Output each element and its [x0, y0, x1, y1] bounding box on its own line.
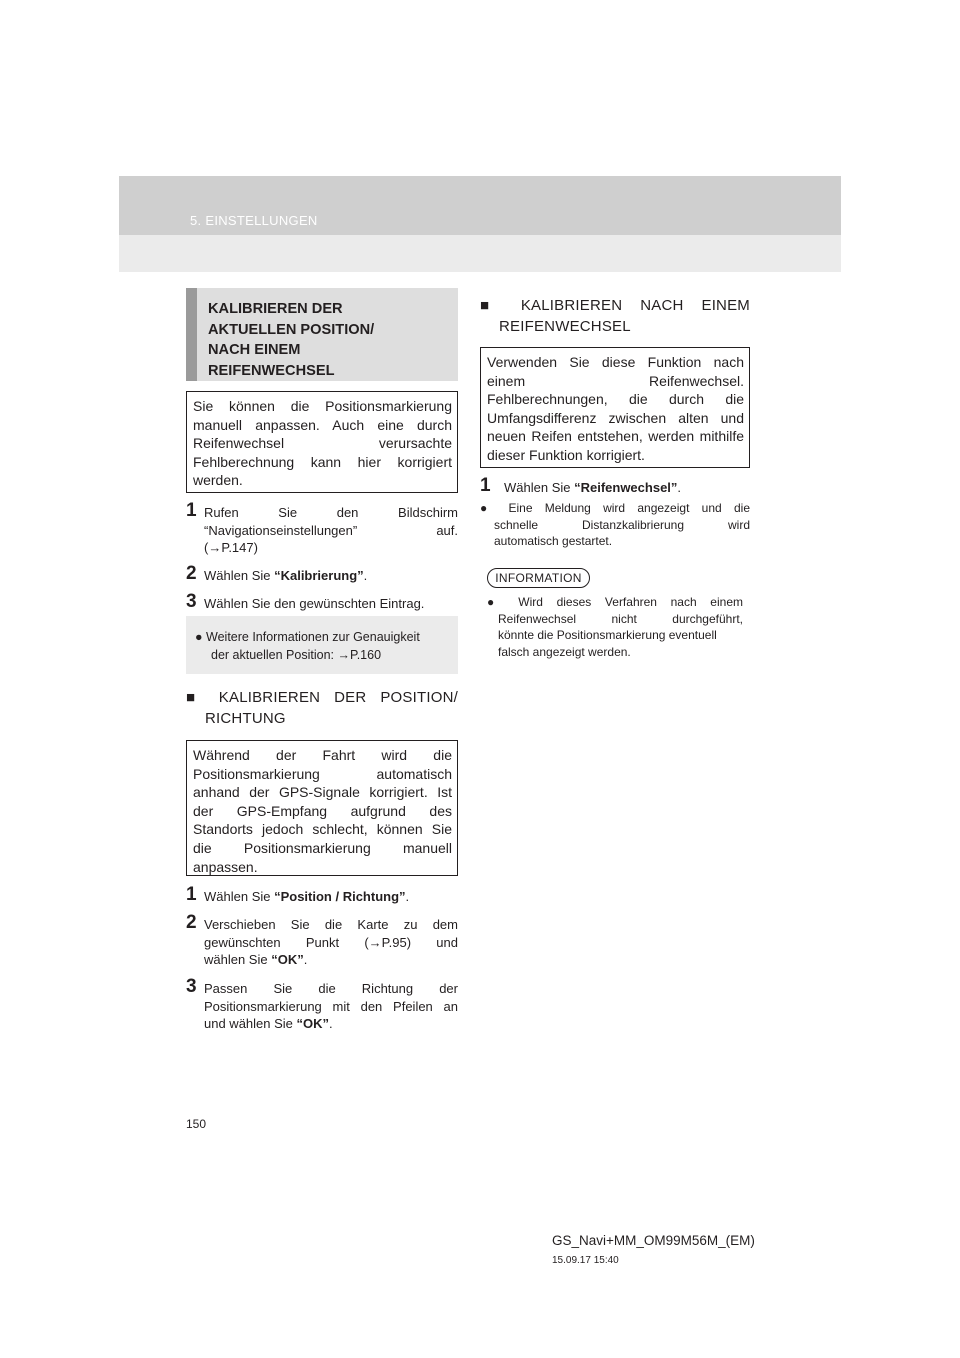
punctuation: .: [303, 952, 308, 967]
punctuation: .: [363, 568, 368, 583]
section-title: 5. EINSTELLUNGEN: [190, 213, 318, 228]
step-number: 2: [186, 563, 197, 584]
drive-line: Positionsmarkierung automatisch: [193, 765, 452, 782]
heading-line: NACH EINEM: [208, 342, 301, 358]
step-text: “Navigationseinstellungen” auf.: [204, 522, 458, 538]
sub-heading-line: RICHTUNG: [205, 709, 286, 727]
bullet-reifenwechsel: [480, 500, 750, 550]
page-number: 150: [186, 1117, 207, 1131]
step-text: Wählen Sie: [504, 480, 575, 495]
section-heading-box: [186, 288, 458, 381]
note-line: ● Weitere Informationen zur Genauigkeit: [195, 630, 420, 644]
information-text: [487, 594, 743, 660]
info-line: Reifenwechsel nicht durchgeführt,: [498, 611, 743, 626]
drive-line: anpassen.: [193, 858, 258, 875]
box-line: Fehlberechnungen, die durch die: [487, 391, 744, 408]
info-line: falsch angezeigt werden.: [498, 644, 631, 659]
step-number: 1: [186, 500, 197, 521]
intro-line: Fehlberechnung kann hier korrigiert: [193, 453, 452, 470]
note-line: der aktuellen Position: →P.160: [211, 647, 382, 662]
intro-line: werden.: [193, 472, 243, 489]
step-text: Wählen Sie: [204, 568, 275, 583]
intro-line: manuell anpassen. Auch eine durch: [193, 416, 452, 433]
step-text: und wählen Sie: [204, 1016, 297, 1031]
step-text: Verschieben Sie die Karte zu dem: [204, 917, 458, 932]
menu-option-reifenwechsel: “Reifenwechsel”: [574, 480, 678, 495]
bullet-line: automatisch gestartet.: [494, 534, 613, 548]
document-timestamp: 15.09.17 15:40: [552, 1255, 619, 1266]
bullet-line: ● Eine Meldung wird angezeigt und die: [480, 501, 750, 515]
menu-option-ok: “OK”: [271, 952, 304, 967]
drive-info-box: [186, 740, 458, 876]
step-text: gewünschten Punkt (→P.95) und: [204, 934, 458, 950]
step-text: Wählen Sie: [204, 889, 275, 904]
box-line: Verwenden Sie diese Funktion nach: [487, 354, 744, 370]
step-number: 1: [480, 475, 491, 496]
punctuation: .: [677, 480, 682, 495]
box-line: dieser Funktion korrigiert.: [487, 446, 645, 463]
note-box: [186, 616, 458, 674]
punctuation: .: [329, 1016, 333, 1031]
step2-1: [186, 884, 458, 906]
sub-heading-line: REIFENWECHSEL: [499, 317, 631, 335]
step-number: 2: [186, 912, 197, 933]
step-text: wählen Sie: [204, 952, 272, 967]
drive-line: anhand der GPS-Signale korrigiert. Ist: [193, 784, 452, 801]
drive-line: der GPS-Empfang aufgrund des: [193, 802, 452, 819]
menu-option-ok: “OK”: [296, 1016, 330, 1031]
box-line: neuen Reifen entstehen, werden mithilfe: [487, 428, 744, 445]
reifenwechsel-info-box: [480, 347, 750, 468]
intro-box: [186, 391, 458, 493]
step-text: Passen Sie die Richtung der: [204, 981, 458, 996]
document-id: GS_Navi+MM_OM99M56M_(EM): [552, 1233, 755, 1248]
punctuation: .: [405, 889, 410, 904]
step2-2: [186, 912, 458, 969]
information-label: INFORMATION: [487, 568, 590, 588]
heading-line: AKTUELLEN POSITION/: [208, 321, 375, 338]
heading-line: KALIBRIEREN DER: [208, 301, 343, 317]
intro-line: Sie können die Positionsmarkierung: [193, 398, 452, 414]
sub-heading-line: ■ KALIBRIEREN DER POSITION/: [186, 689, 458, 706]
step-number: 1: [186, 884, 197, 905]
drive-line: Während der Fahrt wird die: [193, 747, 452, 763]
heading-line: REIFENWECHSEL: [208, 362, 335, 379]
box-line: einem Reifenwechsel.: [487, 372, 744, 389]
header-band: [119, 176, 841, 272]
drive-line: Standorts jedoch schlecht, können Sie: [193, 821, 452, 838]
step-text: Positionsmarkierung mit den Pfeilen an: [204, 998, 458, 1014]
info-line: ● Wird dieses Verfahren nach einem: [487, 595, 743, 609]
page-reference: (→P.147): [204, 540, 258, 555]
sub-heading-line: ■ KALIBRIEREN NACH EINEM: [480, 297, 750, 314]
step-reifenwechsel: [480, 475, 750, 497]
step-number: 3: [186, 976, 197, 997]
box-line: Umfangsdifferenz zwischen alten und: [487, 409, 744, 426]
info-line: könnte die Positionsmarkierung eventuell: [498, 628, 717, 642]
step-text: Wählen Sie den gewünschten Eintrag.: [204, 596, 425, 611]
sub-heading-position: [186, 688, 458, 729]
step-3: [186, 591, 458, 613]
drive-line: die Positionsmarkierung manuell: [193, 839, 452, 856]
step2-3: [186, 976, 458, 1033]
sub-heading-reifenwechsel: [480, 296, 750, 337]
menu-option-kalibrierung: “Kalibrierung”: [274, 568, 364, 583]
step-text: Rufen Sie den Bildschirm: [204, 505, 458, 520]
bullet-line: schnelle Distanzkalibrierung wird: [494, 517, 750, 532]
intro-line: Reifenwechsel verursachte: [193, 435, 452, 452]
step-2: [186, 563, 458, 585]
menu-option-position-richtung: “Position / Richtung”: [274, 889, 406, 904]
step-1: [186, 500, 458, 557]
step-number: 3: [186, 591, 197, 612]
